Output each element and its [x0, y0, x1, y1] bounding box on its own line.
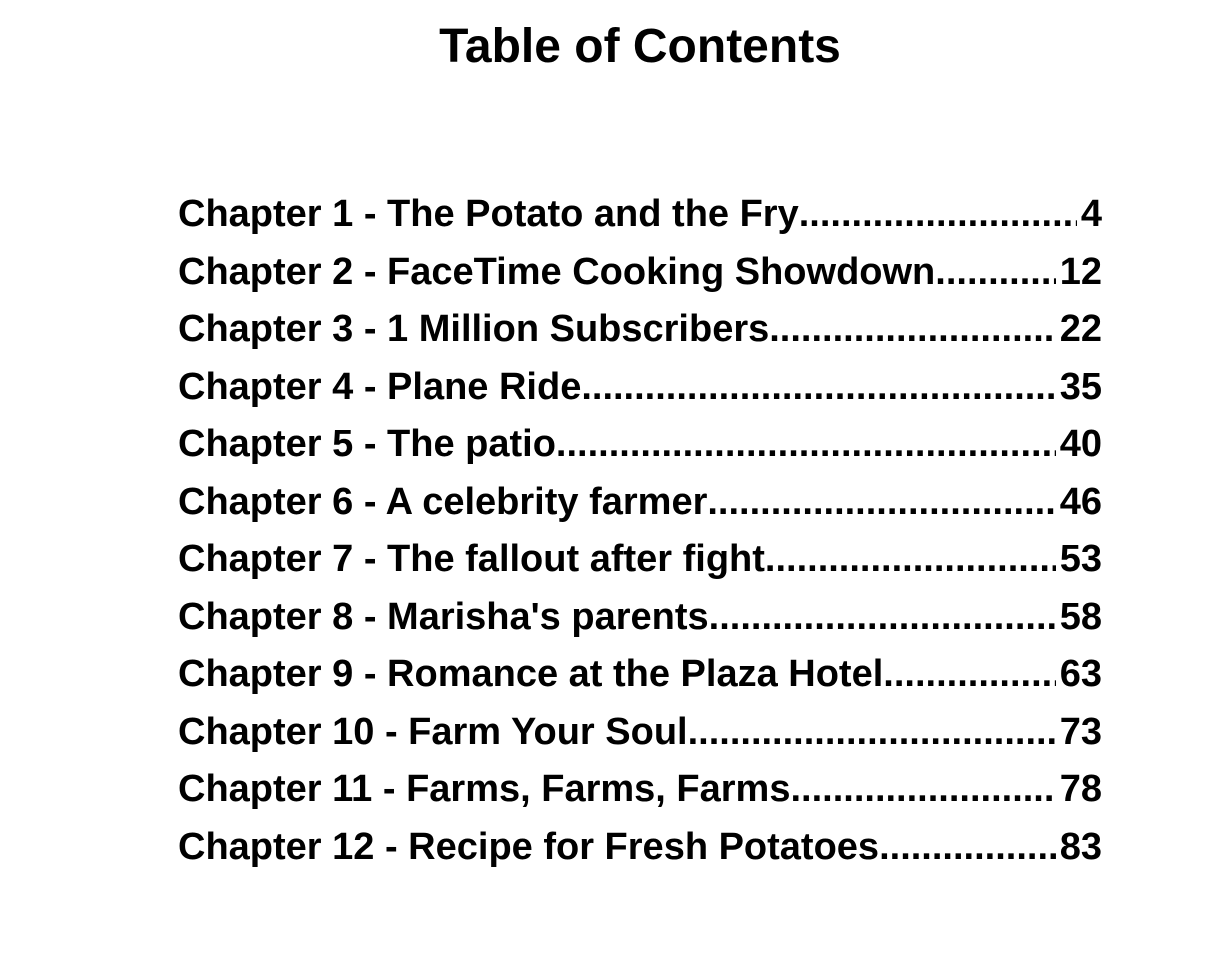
- page-number: 83: [1059, 825, 1102, 868]
- dot-leader: [935, 244, 1055, 302]
- toc-entry-chapter-6: [178, 474, 1102, 532]
- chapter-title: Chapter 10 - Farm Your Soul: [178, 710, 688, 753]
- dot-leader: [707, 474, 1055, 532]
- page-number: 78: [1059, 768, 1102, 810]
- chapter-title: Chapter 2 - FaceTime Cooking Showdown: [178, 250, 936, 293]
- toc-entry-chapter-5: [178, 416, 1102, 474]
- chapter-title: Chapter 7 - The fallout after fight: [178, 538, 765, 580]
- chapter-title: Chapter 5 - The patio: [178, 423, 556, 465]
- dot-leader: [765, 531, 1056, 589]
- dot-leader: [883, 646, 1055, 704]
- page-number: 53: [1059, 538, 1102, 580]
- dot-leader: [799, 186, 1077, 244]
- chapter-title: Chapter 12 - Recipe for Fresh Potatoes: [178, 825, 880, 868]
- page-number: 35: [1059, 365, 1102, 408]
- toc-entry-chapter-9: [178, 646, 1102, 704]
- page-title: Table of Contents: [439, 20, 841, 73]
- chapter-title: Chapter 8 - Marisha's parents: [178, 595, 709, 638]
- dot-leader: [688, 704, 1056, 762]
- page-number: 12: [1059, 250, 1102, 293]
- chapter-title: Chapter 4 - Plane Ride: [178, 365, 582, 408]
- chapter-title: Chapter 9 - Romance at the Plaza Hotel: [178, 653, 884, 695]
- toc-entry-chapter-12: [178, 819, 1102, 877]
- chapter-title: Chapter 6 - A celebrity farmer: [178, 480, 708, 523]
- toc-entry-chapter-1: [178, 186, 1102, 244]
- toc-entry-chapter-8: [178, 589, 1102, 647]
- dot-leader: [879, 819, 1056, 877]
- chapter-title: Chapter 11 - Farms, Farms, Farms: [178, 768, 791, 810]
- toc-entry-chapter-3: [178, 301, 1102, 359]
- table-of-contents-list: [178, 186, 1102, 876]
- chapter-title: Chapter 1 - The Potato and the Fry: [178, 193, 799, 235]
- toc-entry-chapter-2: [178, 244, 1102, 302]
- dot-leader: [790, 761, 1055, 819]
- dot-leader: [769, 301, 1055, 359]
- page-number: 46: [1059, 480, 1102, 523]
- page-number: 58: [1059, 595, 1102, 638]
- chapter-title: Chapter 3 - 1 Million Subscribers: [178, 308, 770, 350]
- page-number: 4: [1080, 193, 1102, 235]
- page-number: 63: [1059, 653, 1102, 695]
- dot-leader: [556, 416, 1056, 474]
- toc-entry-chapter-7: [178, 531, 1102, 589]
- dot-leader: [709, 589, 1056, 647]
- toc-entry-chapter-4: [178, 359, 1102, 417]
- toc-entry-chapter-11: [178, 761, 1102, 819]
- page-number: 22: [1059, 308, 1102, 350]
- page-number: 40: [1059, 423, 1102, 465]
- page-number: 73: [1059, 710, 1102, 753]
- toc-entry-chapter-10: [178, 704, 1102, 762]
- dot-leader: [581, 359, 1055, 417]
